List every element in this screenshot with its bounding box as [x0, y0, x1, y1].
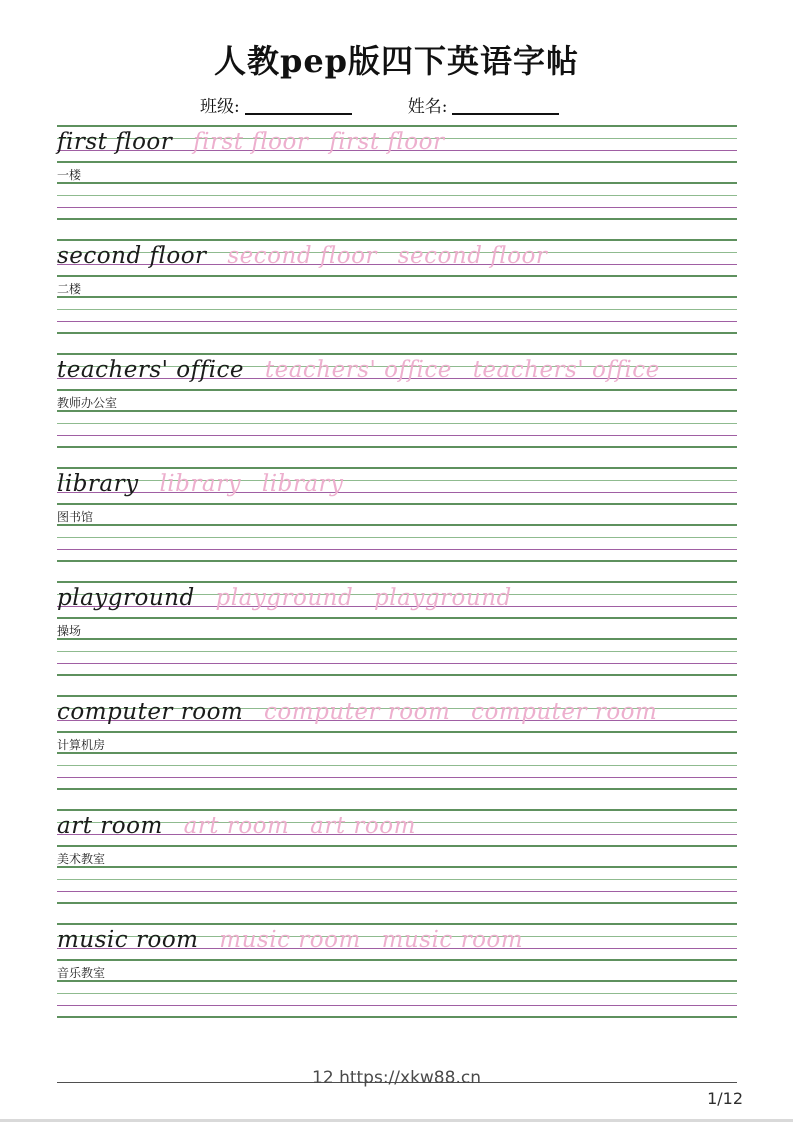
guide-line-upper-middle — [57, 879, 737, 880]
footer-url-text: 12 https://xkw88.cn — [312, 1068, 481, 1088]
trace-word-2: computer room — [471, 699, 658, 725]
guide-line-top — [57, 866, 737, 868]
guide-line-upper-middle — [57, 765, 737, 766]
writing-guide-with-word — [57, 809, 737, 847]
guide-line-baseline — [57, 549, 737, 550]
writing-guide-with-word — [57, 125, 737, 163]
trace-word-1: music room — [219, 927, 361, 953]
trace-word-2: library — [261, 471, 344, 497]
practice-word: second floor — [57, 243, 207, 269]
translation-label: 操场 — [57, 624, 82, 638]
translation-label: 音乐教室 — [57, 966, 106, 980]
word-row — [57, 813, 429, 839]
guide-line-bottom — [57, 1016, 737, 1018]
guide-line-top — [57, 125, 737, 127]
guide-line-baseline — [57, 435, 737, 436]
translation-label: 二楼 — [57, 282, 82, 296]
writing-guide-with-word — [57, 581, 737, 619]
writing-guide-with-word — [57, 467, 737, 505]
guide-line-upper-middle — [57, 651, 737, 652]
guide-line-top — [57, 638, 737, 640]
word-practice-section — [57, 581, 737, 676]
guide-line-baseline — [57, 777, 737, 778]
word-row — [57, 243, 560, 269]
guide-line-baseline — [57, 321, 737, 322]
word-row — [57, 927, 536, 953]
guide-line-upper-middle — [57, 195, 737, 196]
guide-line-bottom — [57, 389, 737, 391]
guide-line-bottom — [57, 161, 737, 163]
guide-line-top — [57, 524, 737, 526]
word-row — [57, 471, 357, 497]
guide-line-top — [57, 353, 737, 355]
guide-line-upper-middle — [57, 423, 737, 424]
class-blank-field — [245, 97, 352, 115]
practice-word: teachers' office — [57, 357, 245, 383]
practice-sections — [57, 125, 737, 1037]
translation-label: 图书馆 — [57, 510, 94, 524]
guide-line-bottom — [57, 617, 737, 619]
guide-line-bottom — [57, 788, 737, 790]
word-practice-section — [57, 125, 737, 220]
empty-writing-guide — [57, 638, 737, 676]
empty-writing-guide — [57, 182, 737, 220]
translation-label: 教师办公室 — [57, 396, 118, 410]
guide-line-top — [57, 296, 737, 298]
trace-word-1: playground — [215, 585, 354, 611]
word-practice-section — [57, 923, 737, 1018]
guide-line-bottom — [57, 275, 737, 277]
word-practice-section — [57, 239, 737, 334]
practice-word: first floor — [57, 129, 173, 155]
guide-line-top — [57, 239, 737, 241]
translation-label: 一楼 — [57, 168, 82, 182]
guide-line-top — [57, 581, 737, 583]
guide-line-top — [57, 182, 737, 184]
name-blank-field — [452, 97, 559, 115]
guide-line-bottom — [57, 959, 737, 961]
word-row — [57, 129, 457, 155]
guide-line-bottom — [57, 845, 737, 847]
class-name-row — [200, 92, 660, 117]
word-row — [57, 699, 670, 725]
trace-word-1: first floor — [193, 129, 309, 155]
guide-line-bottom — [57, 731, 737, 733]
guide-line-bottom — [57, 332, 737, 334]
guide-line-bottom — [57, 503, 737, 505]
guide-line-baseline — [57, 1005, 737, 1006]
trace-word-1: art room — [183, 813, 290, 839]
trace-word-1: second floor — [227, 243, 377, 269]
practice-word: library — [57, 471, 139, 497]
name-label: 姓名: — [407, 97, 448, 117]
guide-line-top — [57, 467, 737, 469]
guide-line-top — [57, 695, 737, 697]
writing-guide-with-word — [57, 923, 737, 961]
trace-word-2: first floor — [329, 129, 445, 155]
guide-line-baseline — [57, 207, 737, 208]
writing-guide-with-word — [57, 353, 737, 391]
trace-word-2: playground — [374, 585, 512, 611]
empty-writing-guide — [57, 410, 737, 448]
trace-word-1: teachers' office — [264, 357, 452, 383]
writing-guide-with-word — [57, 239, 737, 277]
empty-writing-guide — [57, 752, 737, 790]
writing-guide-with-word — [57, 695, 737, 733]
trace-word-2: second floor — [397, 243, 548, 269]
guide-line-bottom — [57, 446, 737, 448]
translation-label: 美术教室 — [57, 852, 106, 866]
guide-line-upper-middle — [57, 309, 737, 310]
word-practice-section — [57, 809, 737, 904]
word-practice-section — [57, 467, 737, 562]
page-number: 1/12 — [707, 1089, 743, 1108]
class-label: 班级: — [200, 97, 240, 117]
trace-word-1: computer room — [264, 699, 451, 725]
empty-writing-guide — [57, 980, 737, 1018]
trace-word-2: music room — [381, 927, 524, 953]
guide-line-upper-middle — [57, 537, 737, 538]
empty-writing-guide — [57, 524, 737, 562]
guide-line-upper-middle — [57, 993, 737, 994]
guide-line-bottom — [57, 218, 737, 220]
empty-writing-guide — [57, 866, 737, 904]
empty-writing-guide — [57, 296, 737, 334]
trace-word-1: library — [159, 471, 242, 497]
practice-word: art room — [57, 813, 163, 839]
guide-line-bottom — [57, 902, 737, 904]
guide-line-bottom — [57, 674, 737, 676]
practice-word: playground — [57, 585, 195, 611]
guide-line-baseline — [57, 891, 737, 892]
word-practice-section — [57, 695, 737, 790]
practice-word: computer room — [57, 699, 244, 725]
guide-line-top — [57, 809, 737, 811]
guide-line-baseline — [57, 663, 737, 664]
guide-line-bottom — [57, 560, 737, 562]
guide-line-top — [57, 752, 737, 754]
word-row — [57, 357, 673, 383]
page-title: 人教pep版四下英语字帖 — [213, 42, 580, 80]
word-row — [57, 585, 525, 611]
translation-label: 计算机房 — [57, 738, 106, 752]
word-practice-section — [57, 353, 737, 448]
trace-word-2: teachers' office — [472, 357, 660, 383]
guide-line-top — [57, 410, 737, 412]
guide-line-top — [57, 980, 737, 982]
practice-word: music room — [57, 927, 199, 953]
trace-word-2: art room — [310, 813, 416, 839]
guide-line-top — [57, 923, 737, 925]
